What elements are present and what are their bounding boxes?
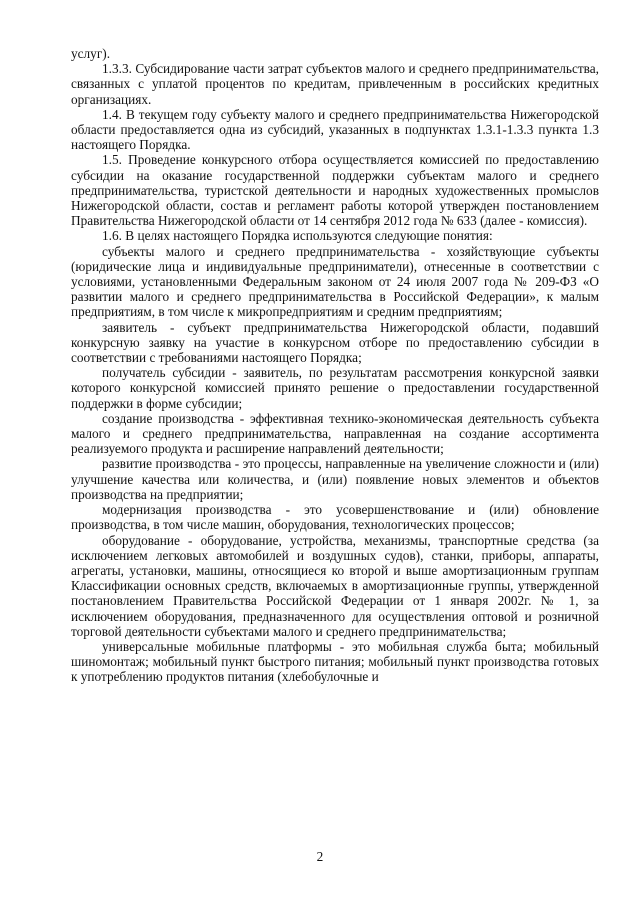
definition-subsidy-recipient: получатель субсидии - заявитель, по результатам рассмотрения конкурсной заявки которого конкурсной комиссией принято решение о предоставлении государственной поддержки в форме субсидии; <box>71 365 599 411</box>
definition-production-modernization: модернизация производства - это усовершенствование и (или) обновление производства, в том числе машин, оборудования, технологических процессов; <box>71 502 599 533</box>
paragraph-1-6: 1.6. В целях настоящего Порядка используются следующие понятия: <box>102 228 493 244</box>
paragraph-1-3-3: 1.3.3. Субсидирование части затрат субъектов малого и среднего предпринимательства, связанных с уплатой процентов по кредитам, привлеченным в российских кредитных организациях. <box>71 61 599 107</box>
definition-sme-entities: субъекты малого и среднего предпринимательства - хозяйствующие субъекты (юридические лица и индивидуальные предприниматели), отнесенные в соответствии с условиями, установленными Федеральным законом от 24 июля 2007 года № 209-ФЗ «О развитии малого и среднего предпринимательства в Российской Федерации», к малым предприятиям, в том числе к микропредприятиям и средним предприятиям; <box>71 243 599 320</box>
definition-applicant: заявитель - субъект предпринимательства Нижегородской области, подавший конкурсную заявку на участие в конкурсном отборе по предоставлению субсидии в соответствии с требованиями настоящего Порядка; <box>71 319 599 366</box>
definition-mobile-platforms: универсальные мобильные платформы - это мобильная служба быта; мобильный шиномонтаж; мобильный пункт быстрого питания; мобильный пункт производства готовых к употреблению продуктов питания (хлебобулочные и <box>71 638 599 685</box>
page-number: 2 <box>316 849 324 864</box>
definition-production-creation: создание производства - эффективная технико-экономическая деятельность субъекта малого и среднего предпринимательства, направленная на создание ассортимента реализуемого продукта и расширение направлений деятельности; <box>71 410 599 457</box>
definition-production-development: развитие производства - это процессы, направленные на увеличение сложности и (или) улучшение качества или количества, и (или) появление новых элементов и объектов производства на предприятии; <box>71 456 599 502</box>
document-body <box>71 46 599 685</box>
paragraph-1-4: 1.4. В текущем году субъекту малого и среднего предпринимательства Нижегородской области предоставляется одна из субсидий, указанных в подпунктах 1.3.1-1.3.3 пункта 1.3 настоящего Порядка. <box>71 106 599 153</box>
paragraph-continuation: услуг). <box>71 46 111 61</box>
paragraph-1-5: 1.5. Проведение конкурсного отбора осуществляется комиссией по предоставлению субсидии на оказание государственной поддержки субъектам малого и среднего предпринимательства, туристской деятельности и народных художественных промыслов Нижегородской области, состав и регламент работы которой утвержден постановлением Правительства Нижегородской области от 14 сентября 2012 года № 633 (далее - комиссия). <box>71 152 599 229</box>
definition-equipment: оборудование - оборудование, устройства, механизмы, транспортные средства (за исключением легковых автомобилей и воздушных судов), станки, приборы, аппараты, агрегаты, установки, машины, относящиеся ко второй и выше амортизационным группам Классификации основных средств, включаемых в амортизационные группы, утвержденной постановлением Правительства Российской Федерации от 1 января 2002г. № 1, за исключением оборудования, предназначенного для осуществления оптовой и розничной торговой деятельности субъектами малого и среднего предпринимательства; <box>71 532 599 639</box>
